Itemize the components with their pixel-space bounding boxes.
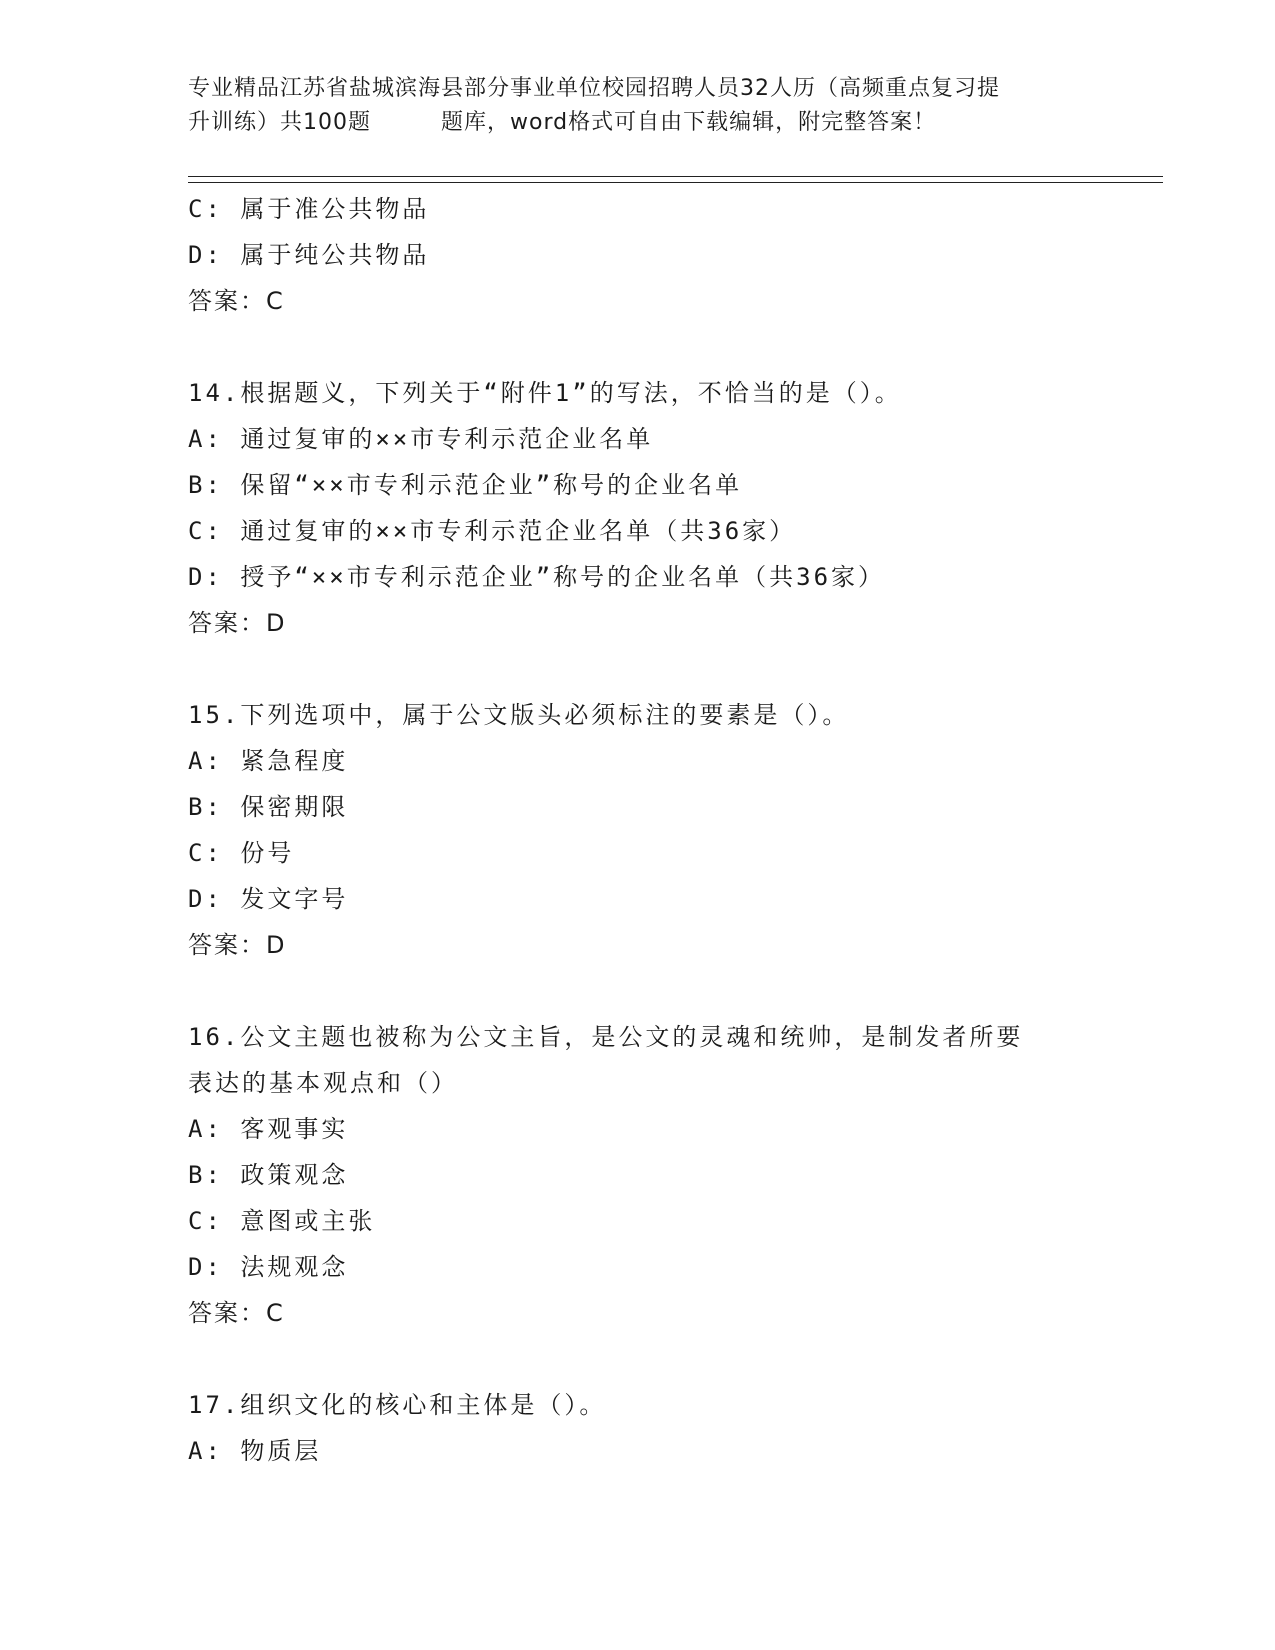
question-stem: 14.根据题义，下列关于“附件1”的写法，不恰当的是（）。 bbox=[188, 379, 902, 407]
question-stem: 17.组织文化的核心和主体是（）。 bbox=[188, 1391, 607, 1419]
answer-line: 答案：D bbox=[188, 609, 287, 637]
option-b: B: 政策观念 bbox=[188, 1161, 349, 1189]
option-b: B: 保密期限 bbox=[188, 793, 349, 821]
question-17 bbox=[188, 1382, 1088, 1474]
question-stem-line2: 表达的基本观点和（） bbox=[188, 1069, 458, 1097]
header-divider-top bbox=[188, 176, 1163, 177]
answer-line: 答案：D bbox=[188, 931, 287, 959]
answer-line: 答案：C bbox=[188, 287, 285, 315]
question-16 bbox=[188, 1014, 1088, 1336]
option-d: D: 授予“××市专利示范企业”称号的企业名单（共36家） bbox=[188, 563, 886, 591]
option-c: C: 属于准公共物品 bbox=[188, 195, 430, 223]
option-d: D: 发文字号 bbox=[188, 885, 349, 913]
option-c: C: 意图或主张 bbox=[188, 1207, 376, 1235]
option-c: C: 通过复审的××市专利示范企业名单（共36家） bbox=[188, 517, 797, 545]
header-title-line1: 专业精品江苏省盐城滨海县部分事业单位校园招聘人员32人历（高频重点复习提 bbox=[188, 76, 1000, 101]
option-b: B: 保留“××市专利示范企业”称号的企业名单 bbox=[188, 471, 743, 499]
header-title-line2-right: 题库，word格式可自由下载编辑，附完整答案！ bbox=[441, 110, 937, 135]
option-d: D: 属于纯公共物品 bbox=[188, 241, 430, 269]
question-15 bbox=[188, 692, 1088, 968]
question-14 bbox=[188, 370, 1088, 646]
option-a: A: 通过复审的××市专利示范企业名单 bbox=[188, 425, 654, 453]
header-divider-bottom bbox=[188, 182, 1163, 183]
question-stem-line1: 16.公文主题也被称为公文主旨，是公文的灵魂和统帅，是制发者所要 bbox=[188, 1023, 1024, 1051]
question-stem: 15.下列选项中，属于公文版头必须标注的要素是（）。 bbox=[188, 701, 850, 729]
option-c: C: 份号 bbox=[188, 839, 295, 867]
question-list bbox=[188, 186, 1088, 1474]
answer-line: 答案：C bbox=[188, 1299, 285, 1327]
header-title-line2-left: 升训练）共100题 bbox=[188, 110, 371, 135]
option-a: A: 紧急程度 bbox=[188, 747, 349, 775]
document-header bbox=[188, 72, 1088, 140]
option-a: A: 物质层 bbox=[188, 1437, 322, 1465]
option-a: A: 客观事实 bbox=[188, 1115, 349, 1143]
header-title-line2 bbox=[188, 106, 1088, 140]
question-13-continued bbox=[188, 186, 1088, 324]
option-d: D: 法规观念 bbox=[188, 1253, 349, 1281]
